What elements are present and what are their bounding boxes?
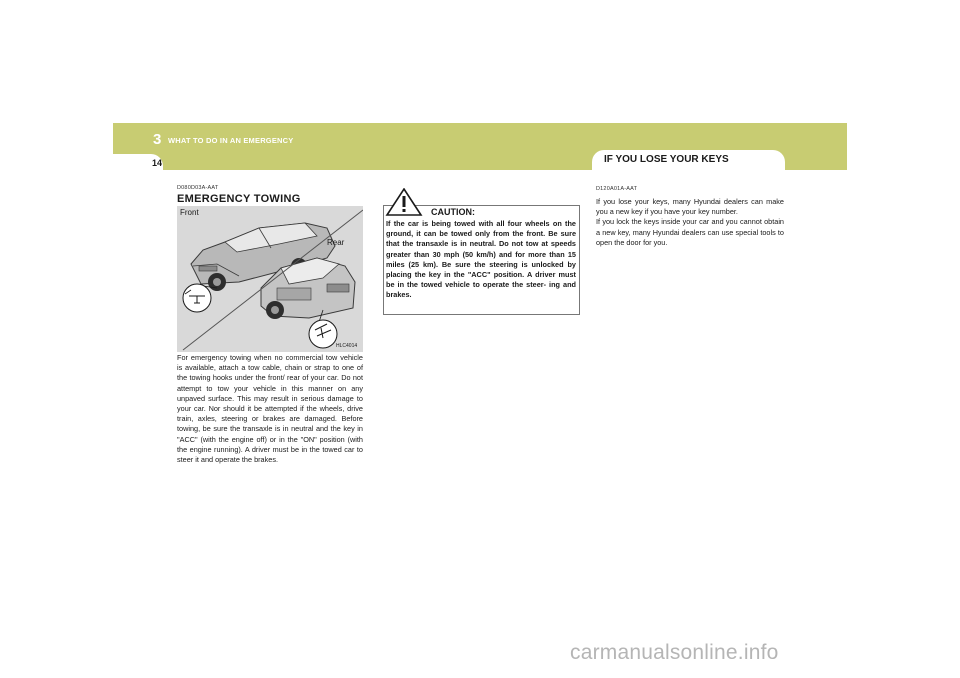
watermark-text: carmanualsonline.info: [570, 641, 779, 664]
rear-hook-detail: [309, 320, 337, 348]
figure-label-rear: Rear: [327, 238, 345, 247]
chapter-title: WHAT TO DO IN AN EMERGENCY: [168, 136, 294, 145]
keys-paragraph-1: If you lose your keys, many Hyundai dealers can make you a new key if you have your key number.: [596, 197, 784, 217]
caution-text: If the car is being towed with all four wheels on the ground, it can be towed only from the front. Be sure that the transaxle is in neutral. Do not tow at speeds greater than 30 mph (50 km/h) and for more than 15 miles (25 km). Be sure the steering is unlocked by placing the key in the "ACC" position. A driver must be in the towed vehicle to operate the steer- ing and brakes.: [386, 219, 576, 300]
front-hook-detail: [183, 284, 211, 312]
warning-triangle-icon: [385, 188, 423, 216]
chapter-number: 3: [153, 131, 162, 148]
keys-body-text: [596, 197, 784, 248]
towing-figure: [177, 206, 363, 352]
towing-illustration: [177, 206, 363, 352]
page-number: 14: [152, 158, 163, 168]
towing-body-text: For emergency towing when no commercial tow vehicle is available, attach a tow cable, chain or strap to one of the towing hooks under the front/ rear of your car. Do not attempt to tow your vehicle in this manner on any unpaved surface. This may result in serious damage to your car. Nor should it be attempted if the wheels, drive train, axles, steering or brakes are damaged. Before towing, be sure the transaxle is in neutral and the key in "ACC" (with the engine off) or in the "ON" position (with the engine running). A driver must be in the towed car to steer it and operate the brakes.: [177, 353, 363, 465]
keys-section-code: D120A01A-AAT: [596, 186, 638, 192]
figure-label-front: Front: [180, 208, 199, 217]
figure-code: HLC4014: [336, 343, 358, 349]
section-title: IF YOU LOSE YOUR KEYS: [604, 154, 729, 165]
caution-title: CAUTION:: [431, 207, 475, 217]
towing-section-code: D080D03A-AAT: [177, 185, 219, 191]
keys-paragraph-2: If you lock the keys inside your car and you cannot obtain a new key, many Hyundai dealers can use special tools to open the door for you.: [596, 217, 784, 247]
towing-heading: EMERGENCY TOWING: [177, 193, 301, 205]
